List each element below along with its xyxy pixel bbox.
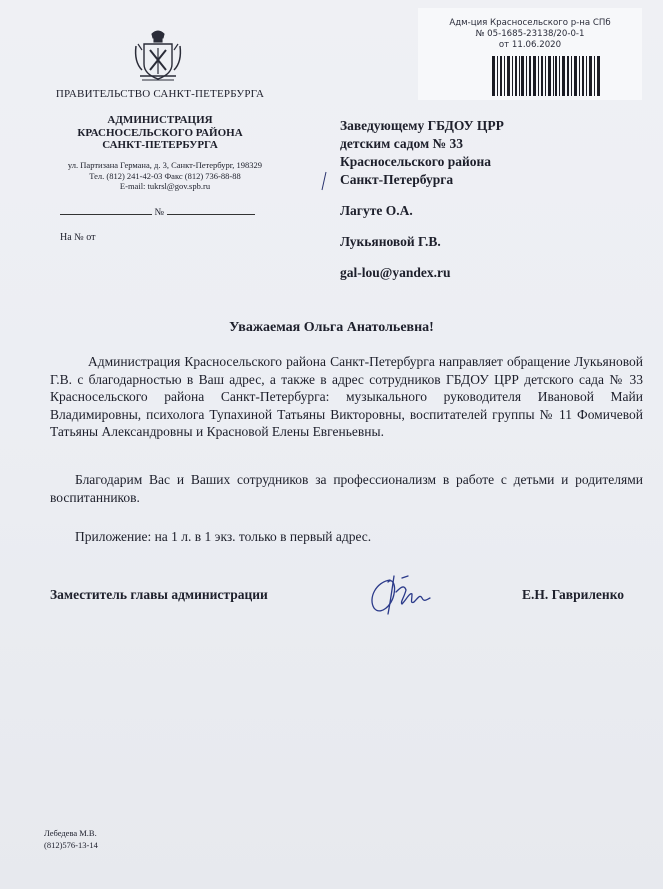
admin-line-1: АДМИНИСТРАЦИЯ xyxy=(107,114,213,126)
blank-line xyxy=(167,205,255,215)
body-paragraph-2: Благодарим Вас и Ваших сотрудников за профессионализм в работе с детьми и родителями воспитанников. xyxy=(50,472,643,505)
blank-line xyxy=(60,205,152,215)
attachment-note: Приложение: на 1 л. в 1 экз. только в первый адрес. xyxy=(75,529,372,544)
contact-details xyxy=(40,160,290,192)
registration-number-line xyxy=(60,205,270,218)
admin-line-3: САНКТ-ПЕТЕРБУРГА xyxy=(102,139,218,151)
recipient-2: Лукьяновой Г.В. xyxy=(340,234,441,249)
signatory-name: Е.Н. Гавриленко xyxy=(522,587,625,602)
addressee-line-1: Заведующему ГБДОУ ЦРР xyxy=(340,118,504,133)
addressee-line-4: Санкт-Петербурга xyxy=(340,172,454,187)
stamp-org: Адм-ция Красносельского р-на СПб xyxy=(449,18,611,28)
addressee-line-2: детским садом № 33 xyxy=(340,136,463,151)
from-label: от xyxy=(86,232,96,243)
recipient-1: Лагуте О.А. xyxy=(340,203,413,218)
reference-number-line xyxy=(60,232,270,243)
government-title: ПРАВИТЕЛЬСТВО САНКТ-ПЕТЕРБУРГА xyxy=(55,88,265,100)
stamp-number: № 05-1685-23138/20-0-1 xyxy=(475,29,585,39)
salutation: Уважаемая Ольга Анатольевна! xyxy=(229,320,434,335)
addressee-block xyxy=(340,117,640,282)
executor-phone: (812)576-13-14 xyxy=(44,839,98,850)
stamp-date: от 11.06.2020 xyxy=(498,40,562,50)
registration-stamp xyxy=(418,8,642,100)
executor-info xyxy=(44,828,98,851)
signatory-title: Заместитель главы администрации xyxy=(50,587,268,602)
addressee-line-3: Красносельского района xyxy=(340,154,492,169)
admin-line-2: КРАСНОСЕЛЬСКОГО РАЙОНА xyxy=(77,126,243,139)
recipient-email: gal-lou@yandex.ru xyxy=(340,265,451,280)
barcode-icon xyxy=(492,56,600,96)
on-number-label: На № xyxy=(60,232,84,243)
number-sign: № xyxy=(154,207,165,218)
body-paragraph-1: Администрация Красносельского района Санкт-Петербурга направляет обращение Лукьяновой Г.В. с благодарностью в Ваш адрес, а также в адрес сотрудников ГБДОУ ЦРР детского сада № 33 Красносельского района Санкт-Петербурга: музыкального руководителя Ивановой Майи Владимировны, психолога Тупахиной Татьяны Викторовны, воспитателей группы № 11 Фомичевой Татьяны Александровны и Красновой Елены Евгеньевны. xyxy=(50,354,643,439)
executor-name: Лебедева М.В. xyxy=(44,828,97,838)
coat-of-arms-icon xyxy=(132,26,184,86)
address: ул. Партизана Германа, д. 3, Санкт-Петербург, 198329 xyxy=(67,160,263,170)
email: E-mail: tukrsl@gov.spb.ru xyxy=(119,181,211,191)
handwritten-signature-icon xyxy=(366,570,446,618)
handwritten-tick-icon xyxy=(316,170,330,192)
stamp-text xyxy=(418,18,642,51)
phone-fax: Тел. (812) 241-42-03 Факс (812) 736-88-88 xyxy=(89,170,241,181)
administration-name xyxy=(40,114,280,152)
